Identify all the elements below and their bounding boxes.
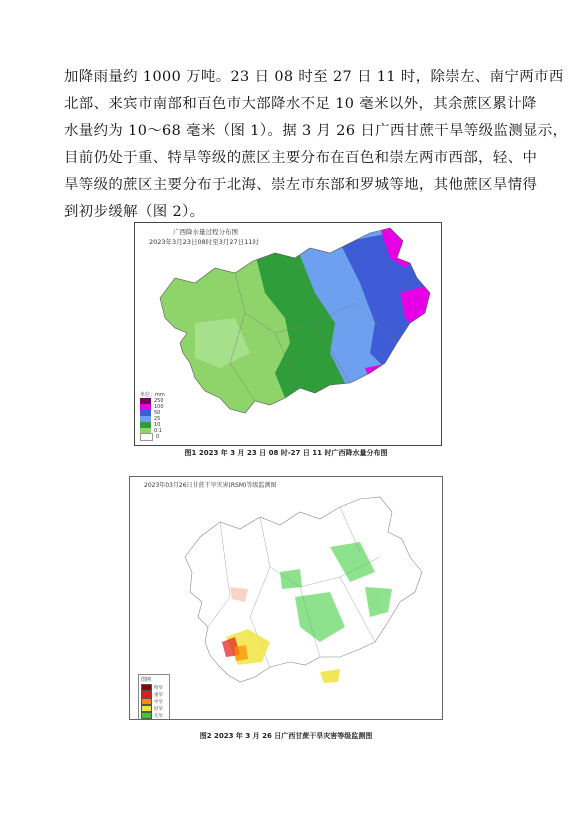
legend-label: 重旱	[154, 692, 163, 698]
paragraph-line: 旱等级的蔗区主要分布于北海、崇左市东部和罗城等地，其他蔗区旱情得	[64, 177, 538, 193]
legend-label: 250	[154, 398, 164, 404]
legend-row	[141, 698, 167, 705]
figure2-caption: 图2 2023 年 3 月 26 日广西甘蔗干旱灾害等级监测图	[199, 732, 373, 740]
drought-map-figure	[129, 476, 443, 720]
legend-swatch	[141, 698, 152, 705]
paragraph-line: 目前仍处于重、特旱等级的蔗区主要分布在百色和崇左两市西部，轻、中	[64, 150, 538, 166]
legend-label: 100	[154, 404, 164, 410]
legend-swatch	[141, 684, 152, 691]
legend-row	[141, 705, 167, 712]
legend-label: 10	[154, 422, 161, 428]
drought-map-graphic	[130, 477, 442, 719]
legend-label: 轻旱	[154, 706, 163, 712]
legend-label: 50	[154, 410, 161, 416]
rainfall-map-title: 广西降水量过程分布图	[173, 228, 238, 236]
legend-label: 0.1	[154, 428, 162, 434]
rainfall-map-figure	[134, 222, 442, 446]
legend-row	[140, 434, 165, 440]
legend-swatch	[140, 433, 153, 441]
legend-label: 0	[156, 434, 160, 440]
legend-label: 中旱	[154, 699, 163, 705]
paragraph-line: 加降雨量约 1000 万吨。23 日 08 时至 27 日 11 时，除崇左、南宁两市西	[64, 69, 564, 85]
legend-label: 特旱	[154, 685, 163, 691]
paragraph-line: 水量约为 10～68 毫米（图 1）。据 3 月 26 日广西甘蔗干旱等级监测显示，	[64, 123, 568, 139]
drought-legend-title: 图例	[141, 677, 152, 683]
drought-map-title: 2023年03月26日甘蔗干旱灾害(RSM)等级监测图	[144, 482, 277, 489]
legend-row	[141, 712, 167, 719]
legend-label: 无旱	[154, 713, 163, 719]
rainfall-map-subtitle: 2023年3月23日08时至3月27日11时	[149, 238, 259, 246]
legend-swatch	[141, 691, 152, 698]
rainfall-legend	[140, 391, 165, 440]
legend-row	[141, 691, 167, 698]
paragraph-line: 北部、来宾市南部和百色市大部降水不足 10 毫米以外，其余蔗区累计降	[64, 96, 537, 112]
legend-row	[141, 684, 167, 691]
legend-swatch	[141, 712, 152, 719]
legend-swatch	[141, 705, 152, 712]
drought-legend	[138, 674, 170, 720]
rainfall-map-graphic	[135, 223, 441, 445]
body-paragraph	[64, 64, 568, 226]
paragraph-line: 到初步缓解（图 2）。	[64, 204, 205, 220]
rainfall-legend-title: 单位：mm	[140, 392, 165, 398]
legend-label: 25	[154, 416, 161, 422]
figure1-caption: 图1 2023 年 3 月 23 日 08 时-27 日 11 时广西降水量分布图	[184, 449, 388, 457]
